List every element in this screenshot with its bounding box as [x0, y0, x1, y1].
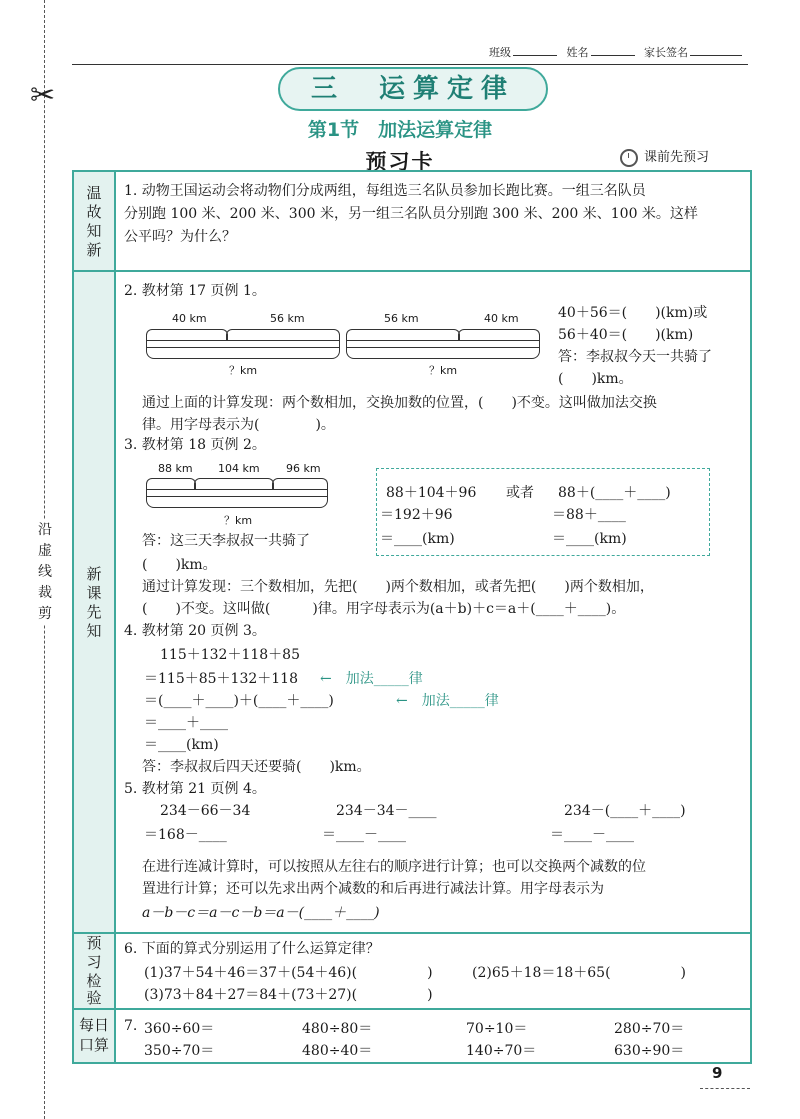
page-number-line — [700, 1088, 750, 1089]
label-check: 预 习 检 验 — [74, 934, 116, 1008]
q1-line2: 分别跑 100 米、200 米、300 米，另一组三名队员分别跑 300 米、200 米、100 米。这样 — [124, 206, 698, 222]
q4-step1: 115＋132＋118＋85 — [160, 647, 300, 663]
q7-r1c2: 480÷80＝ — [302, 1021, 373, 1037]
q2-diagram2-total-brace — [346, 348, 540, 359]
q4-step2: ＝115＋85＋132＋118 — [144, 671, 298, 687]
q3-total-brace — [146, 497, 328, 508]
q4-answer: 答：李叔叔后四天还要骑( )km。 — [142, 759, 371, 775]
q6-title: 6. 下面的算式分别运用了什么运算定律？ — [124, 941, 380, 957]
q3-left1: 88＋104＋96 — [386, 485, 477, 501]
q2-finding2: 律。用字母表示为( )。 — [142, 417, 335, 433]
q4-title: 4. 教材第 20 页例 3。 — [124, 623, 266, 639]
q3-finding1: 通过计算发现：三个数相加，先把( )两个数相加，或者先把( )两个数相加， — [142, 579, 654, 595]
q5-text2: 置进行计算；还可以先求出两个减数的和后再进行减法计算。用字母表示为 — [142, 881, 604, 897]
label-review: 温 故 知 新 — [74, 172, 116, 270]
q5-col3-b: ＝____－____ — [550, 827, 634, 843]
q3-diagram-label-c: 96 km — [286, 462, 321, 475]
unit-title: 三 运算定律 — [278, 67, 548, 111]
q4-note1: ← 加法_____律 — [320, 671, 423, 687]
q2-diagram1-label-b: 56 km — [270, 312, 305, 325]
q5-col3-a: 234－(____＋____) — [564, 803, 686, 819]
q2-finding1: 通过上面的计算发现：两个数相加，交换加数的位置，( )不变。这叫做加法交换 — [142, 395, 657, 411]
q3-diagram-label-a: 88 km — [158, 462, 193, 475]
preview-tag — [620, 146, 709, 167]
q3-finding2: ( )不变。这叫做( )律。用字母表示为(a＋b)＋c＝a＋(____＋____)。 — [142, 601, 626, 617]
q3-left2: ＝192＋96 — [380, 507, 453, 523]
q2-diagram2-brace-b — [458, 329, 540, 340]
q3-diagram-question: ？km — [224, 514, 253, 527]
q7-r2c3: 140÷70＝ — [466, 1043, 537, 1059]
q6-item1: (1)37＋54＋46＝37＋(54＋46)( ) — [144, 965, 433, 981]
q3-brace-c — [272, 478, 328, 489]
q7-r2c2: 480÷40＝ — [302, 1043, 373, 1059]
q7-r1c1: 360÷60＝ — [144, 1021, 215, 1037]
q4-note2: ← 加法_____律 — [396, 693, 499, 709]
q6-item2: (2)65＋18＝18＋65( ) — [472, 965, 687, 981]
q5-col1-b: ＝168－____ — [144, 827, 227, 843]
q3-diagram-bar — [146, 489, 328, 497]
label-daily: 每日 口算 — [74, 1010, 116, 1062]
preview-tag-text: 课前先预习 — [644, 150, 710, 165]
card-title: 预习卡 — [365, 150, 435, 174]
q2-diagram2-label-b: 40 km — [484, 312, 519, 325]
name-label: 姓名 — [566, 46, 589, 59]
q3-diagram-label-b: 104 km — [218, 462, 260, 475]
q2-diagram2-label-a: 56 km — [384, 312, 419, 325]
q7-number: 7. — [124, 1018, 138, 1034]
q2-title: 2. 教材第 17 页例 1。 — [124, 283, 266, 299]
scissors-icon: ✂ — [30, 78, 56, 113]
q5-col2-a: 234－34－____ — [336, 803, 437, 819]
q2-diagram2-bar — [346, 340, 540, 348]
q1-line1: 1. 动物王国运动会将动物们分成两组，每组选三名队员参加长跑比赛。一组三名队员 — [124, 183, 646, 199]
worksheet-table — [72, 170, 752, 1064]
q6-item3: (3)73＋84＋27＝84＋(73＋27)( ) — [144, 987, 433, 1003]
q3-right3: ＝____(km) — [552, 531, 627, 547]
q2-eq1: 40＋56＝( )(km)或 — [558, 305, 708, 321]
parent-sign-label: 家长签名 — [644, 46, 688, 59]
q7-r1c4: 280÷70＝ — [614, 1021, 685, 1037]
q7-r2c4: 630÷90＝ — [614, 1043, 685, 1059]
header-fields — [489, 44, 748, 60]
q3-answer1: 答：这三天李叔叔一共骑了 — [142, 533, 310, 549]
q2-diagram1-total-brace — [146, 348, 340, 359]
q2-answer2: ( )km。 — [558, 371, 633, 387]
q5-text1: 在进行连减计算时，可以按照从左往右的顺序进行计算；也可以交换两个减数的位 — [142, 859, 646, 875]
q3-or: 或者 — [506, 485, 534, 501]
class-label: 班级 — [489, 46, 511, 59]
q3-brace-a — [146, 478, 196, 489]
cut-instruction: 沿虚线裁剪 — [36, 520, 54, 625]
q4-step5: ＝____(km) — [144, 737, 219, 753]
q4-step3: ＝(____＋____)＋(____＋____) — [144, 693, 334, 709]
q3-right2: ＝88＋____ — [552, 507, 626, 523]
q2-diagram1-bar — [146, 340, 340, 348]
q2-diagram2-question: ？km — [429, 364, 458, 377]
class-blank[interactable] — [513, 55, 557, 56]
q2-diagram1-label-a: 40 km — [172, 312, 207, 325]
q3-left3: ＝____(km) — [380, 531, 455, 547]
q5-title: 5. 教材第 21 页例 4。 — [124, 781, 266, 797]
q2-eq2: 56＋40＝( )(km) — [558, 327, 694, 343]
q1-line3: 公平吗？为什么？ — [124, 229, 236, 245]
q3-brace-b — [194, 478, 274, 489]
q3-answer2: ( )km。 — [142, 557, 217, 573]
q2-answer1: 答：李叔叔今天一共骑了 — [558, 349, 712, 365]
q4-step4: ＝____＋____ — [144, 715, 228, 731]
clock-icon — [620, 149, 638, 167]
parent-sign-blank[interactable] — [690, 55, 742, 56]
section-title: 第1节 加法运算定律 — [307, 119, 493, 141]
q2-diagram1-brace-b — [226, 329, 340, 340]
q7-r2c1: 350÷70＝ — [144, 1043, 215, 1059]
q5-col1-a: 234－66－34 — [160, 803, 251, 819]
q2-diagram2-brace-a — [346, 329, 460, 340]
q2-diagram1-brace-a — [146, 329, 228, 340]
page-number: 9 — [712, 1064, 723, 1082]
label-new: 新 课 先 知 — [74, 272, 116, 932]
header-divider — [72, 64, 748, 65]
q7-r1c3: 70÷10＝ — [466, 1021, 528, 1037]
q5-text3: a－b－c＝a－c－b＝a－(____＋____) — [142, 905, 380, 921]
name-blank[interactable] — [591, 55, 635, 56]
q3-title: 3. 教材第 18 页例 2。 — [124, 437, 266, 453]
q3-right1: 88＋(____＋____) — [558, 485, 671, 501]
q5-col2-b: ＝____－____ — [322, 827, 406, 843]
q2-diagram1-question: ？km — [229, 364, 258, 377]
